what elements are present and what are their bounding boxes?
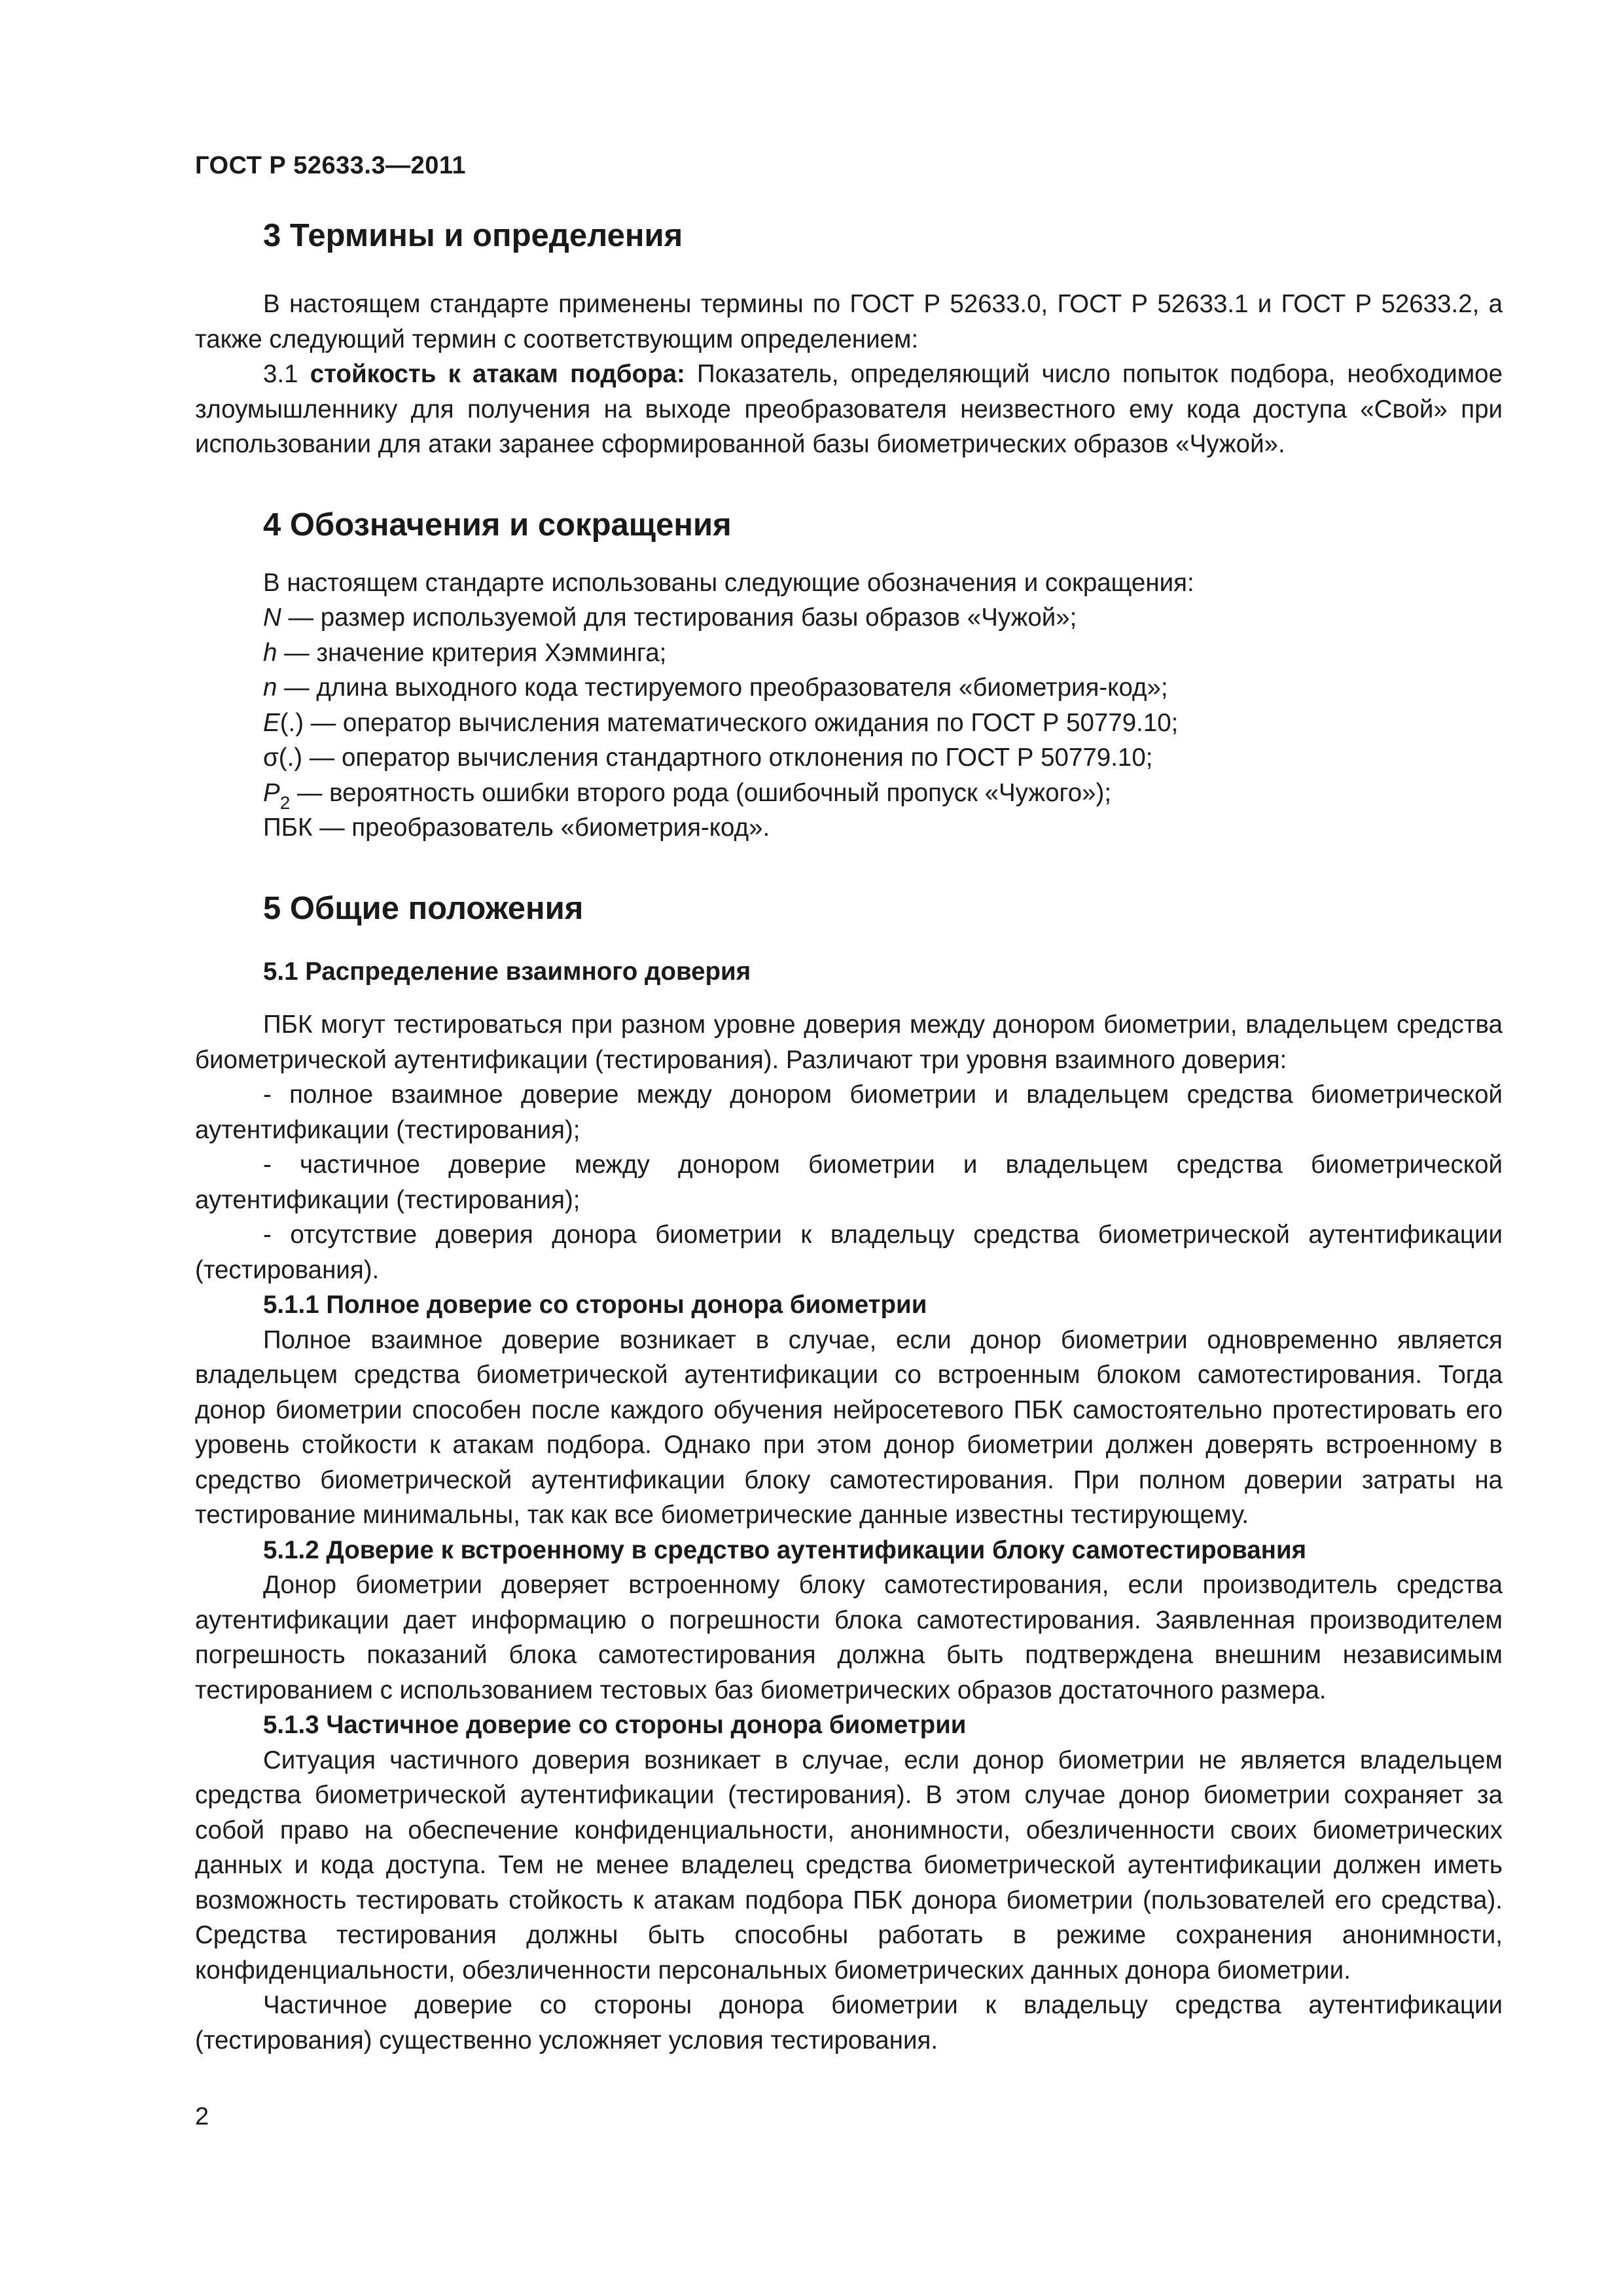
paragraph: Донор биометрии доверяет встроенному блоку самотестирования, если производитель средства аутентификации дает информацию о погрешности блока самотестирования. Заявленная производителем погрешность показаний блока самотестирования должна быть подтверждена внешним независимым тестированием с использованием тестовых баз биометрических образов достаточного размера. <box>195 1571 1503 1704</box>
abbreviation-item <box>195 740 1503 776</box>
standard-header: ГОСТ Р 52633.3—2011 <box>195 152 467 179</box>
abbreviation-symbol: n <box>263 673 277 702</box>
subsection-5-1-3-title: 5.1.3 Частичное доверие со стороны донора биометрии <box>263 1711 967 1739</box>
abbreviation-item <box>195 810 1503 846</box>
abbreviation-item <box>195 776 1503 811</box>
paragraph: Ситуация частичного доверия возникает в случае, если донор биометрии не является владельцем средства биометрической аутентификации (тестирования). В этом случае донор биометрии сохраняет за собой право на обеспечение конфиденциальности, анонимности, обезличенности своих биометрических данных и кода доступа. Тем не менее владелец средства биометрической аутентификации должен иметь возможность тестировать стойкость к атакам подбора ПБК донора биометрии (пользователей его средства). Средства тестирования должны быть способны работать в режиме сохранения анонимности, конфиденциальности, обезличенности персональных биометрических данных донора биометрии. <box>195 1746 1503 1984</box>
paragraph: ПБК могут тестироваться при разном уровне доверия между донором биометрии, владельцем средства биометрической аутентификации (тестирования). Различают три уровня взаимного доверия: <box>195 1011 1503 1074</box>
abbreviation-symbol: ПБК <box>263 814 313 842</box>
paragraph: Полное взаимное доверие возникает в случае, если донор биометрии одновременно является владельцем средства биометрической аутентификации со встроенным блоком самотестирования. Тогда донор биометрии способен после каждого обучения нейросетевого ПБК самостоятельно протестировать его уровень стойкости к атакам подбора. Однако при этом донор биометрии должен доверять встроенному в средство биометрической аутентификации блоку самотестирования. При полном доверии затраты на тестирование минимальны, так как все биометрические данные известны тестирующему. <box>195 1325 1503 1529</box>
abbreviation-item <box>195 600 1503 636</box>
subsection-5-1-title: 5.1 Распределение взаимного доверия <box>263 957 751 986</box>
abbreviation-text: — преобразователь «биометрия-код». <box>312 814 770 842</box>
abbreviation-symbol: E <box>263 708 280 737</box>
trust-level-item: - отсутствие доверия донора биометрии к владельцу средства биометрической аутентификации (тестирования). <box>195 1221 1503 1284</box>
term-number: 3.1 <box>263 360 298 388</box>
abbreviation-symbol: $P_2$ <box>263 778 291 813</box>
trust-level-item: - полное взаимное доверие между донором биометрии и владельцем средства биометрической аутентификации (тестирования); <box>195 1081 1503 1144</box>
term-definition: Показатель, определяющий число попыток подбора, необходимое злоумышленнику для получения на выходе преобразователя неизвестного ему кода доступа «Свой» при использовании для атаки заранее сформированной базы биометрических образов «Чужой». <box>195 360 1503 458</box>
section-4-title: 4 Обозначения и сокращения <box>263 507 732 543</box>
abbreviation-symbol: h <box>263 638 277 667</box>
abbreviation-item <box>195 706 1503 741</box>
abbreviation-text: — значение критерия Хэмминга; <box>277 638 667 667</box>
document-body <box>195 216 1503 2058</box>
term-3-1 <box>195 357 1503 462</box>
abbreviation-text: — размер используемой для тестирования базы образов «Чужой»; <box>281 603 1077 632</box>
term-name: стойкость к атакам подбора: <box>310 360 685 388</box>
section-3-title: 3 Термины и определения <box>263 218 683 253</box>
abbreviation-item <box>195 670 1503 706</box>
abbreviation-subscript: 2 <box>279 792 291 813</box>
abbreviation-text: (.) — оператор вычисления математического ожидания по ГОСТ Р 50779.10; <box>279 708 1179 737</box>
abbreviation-item <box>195 636 1503 671</box>
section-3-intro: В настоящем стандарте применены термины по ГОСТ Р 52633.0, ГОСТ Р 52633.1 и ГОСТ Р 52633.2, а также следующий термин с соответствующим определением: <box>195 290 1503 353</box>
subsection-5-1-2-title: 5.1.2 Доверие к встроенному в средство аутентификации блоку самотестирования <box>263 1535 1307 1564</box>
abbreviations-list <box>195 565 1503 846</box>
abbreviation-text: — вероятность ошибки второго рода (ошибочный пропуск «Чужого»); <box>290 778 1112 807</box>
paragraph: Частичное доверие со стороны донора биометрии к владельцу средства аутентификации (тестирования) существенно усложняет условия тестирования. <box>195 1991 1503 2054</box>
abbreviation-text: — длина выходного кода тестируемого преобразователя «биометрия-код»; <box>277 673 1168 702</box>
trust-level-item: - частичное доверие между донором биометрии и владельцем средства биометрической аутентификации (тестирования); <box>195 1151 1503 1214</box>
abbreviation-symbol: N <box>263 603 281 632</box>
section-5-title: 5 Общие положения <box>263 890 584 926</box>
abbreviation-text: (.) — оператор вычисления стандартного отклонения по ГОСТ Р 50779.10; <box>278 744 1153 772</box>
subsection-5-1-1-title: 5.1.1 Полное доверие со стороны донора биометрии <box>263 1291 927 1319</box>
page-number: 2 <box>195 2103 209 2130</box>
abbreviation-symbol: σ <box>263 744 279 772</box>
abbreviations-intro: В настоящем стандарте использованы следующие обозначения и сокращения: <box>263 568 1194 597</box>
